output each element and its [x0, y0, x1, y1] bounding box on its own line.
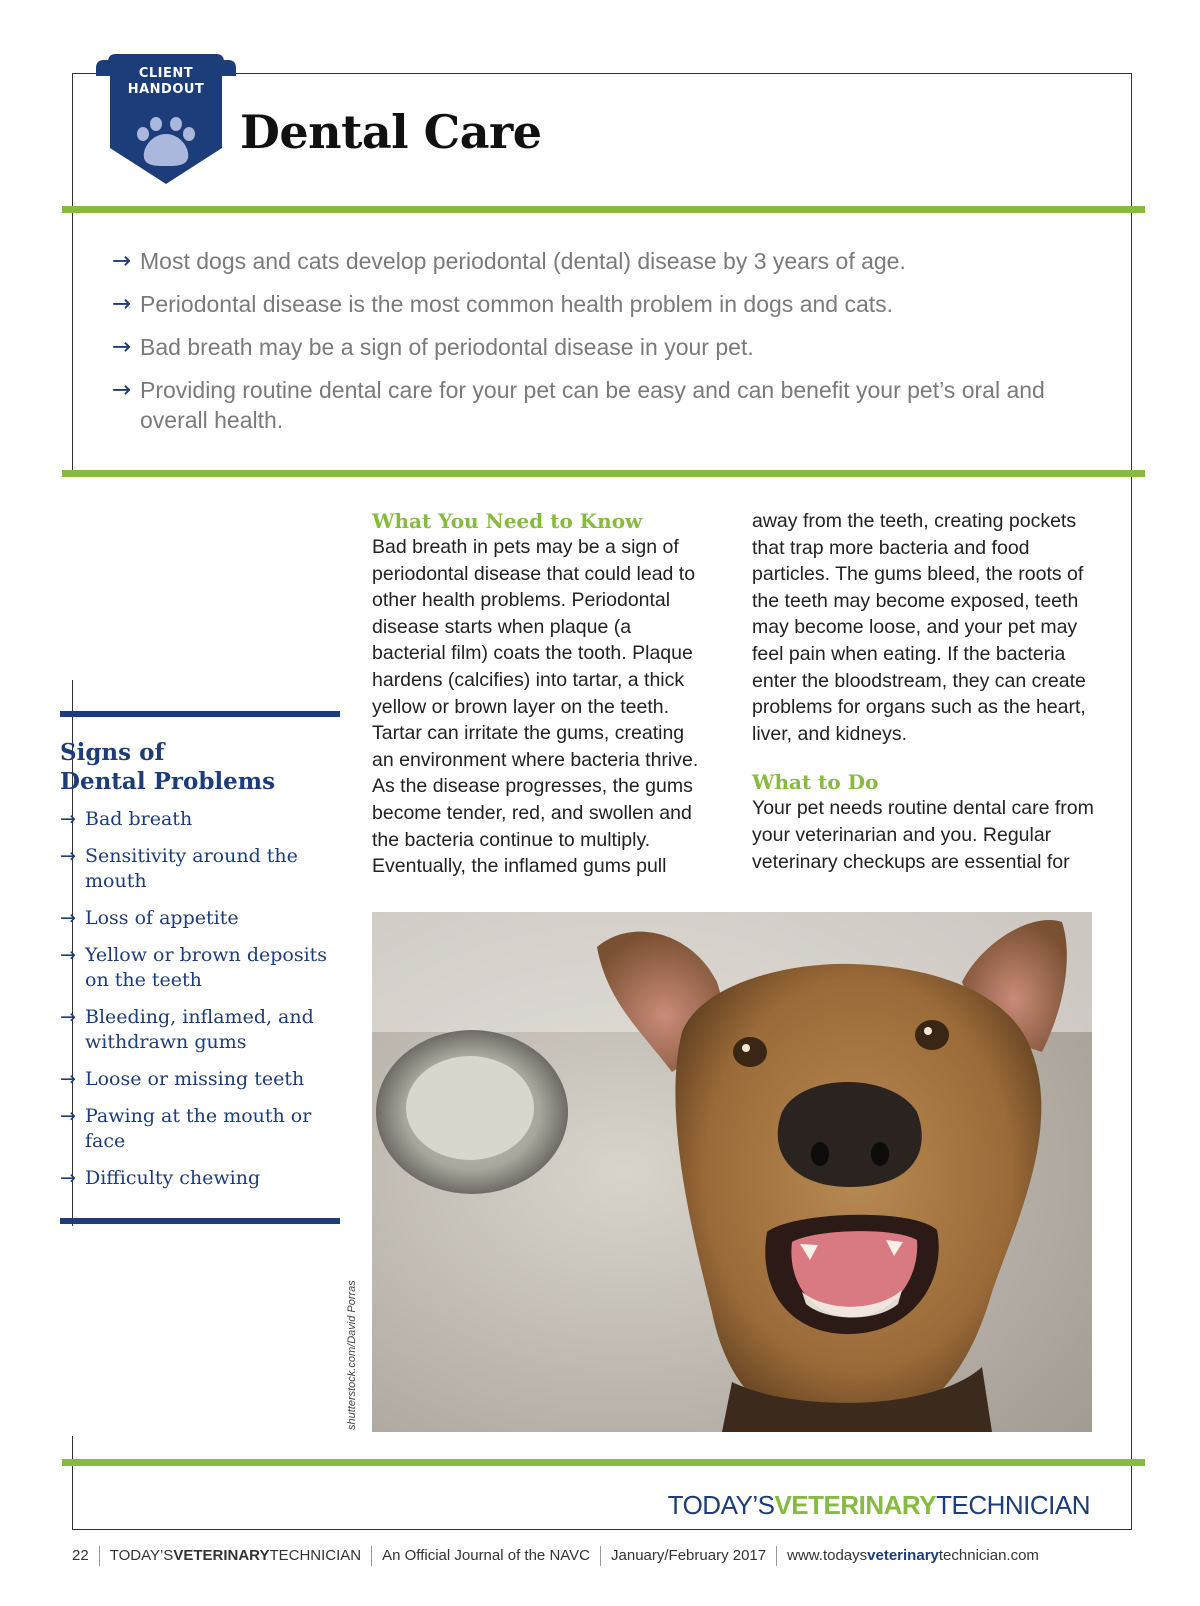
article-column-1 — [372, 508, 708, 880]
sidebar-title — [60, 738, 340, 796]
arrow-right-icon: → — [60, 1167, 76, 1189]
photo-credit: shutterstock.com/David Porras — [346, 1280, 358, 1430]
arrow-right-icon: → — [112, 377, 132, 403]
footer-separator — [99, 1546, 100, 1566]
key-point — [112, 375, 1072, 435]
sign-item-text: Pawing at the mouth or face — [85, 1105, 312, 1152]
sign-item — [60, 1104, 330, 1154]
journal-tagline: An Official Journal of the NAVC — [382, 1546, 591, 1564]
dog-photo — [372, 912, 1092, 1432]
badge-label — [96, 66, 236, 98]
website-link[interactable] — [787, 1547, 1039, 1564]
page-title: Dental Care — [240, 105, 542, 159]
sign-item — [60, 906, 330, 931]
sidebar-rule-top — [60, 711, 340, 717]
sidebar-title-line-2: Dental Problems — [60, 768, 276, 795]
url-part-2: veterinary — [867, 1546, 939, 1564]
green-rule-top — [62, 206, 1145, 213]
section-heading-what-you-need-to-know: What You Need to Know — [372, 509, 643, 533]
green-rule-bottom — [62, 1459, 1145, 1466]
key-point — [112, 289, 1072, 319]
arrow-right-icon: → — [60, 1068, 76, 1090]
key-point-text: Bad breath may be a sign of periodontal disease in your pet. — [140, 334, 754, 360]
sidebar-title-line-1: Signs of — [60, 739, 165, 766]
arrow-right-icon: → — [60, 907, 76, 929]
frame-gap-upper — [70, 470, 76, 680]
journal-name — [110, 1547, 361, 1564]
arrow-right-icon: → — [60, 944, 76, 966]
article-column-2 — [752, 508, 1094, 875]
page-footer — [72, 1546, 1039, 1566]
key-point-text: Providing routine dental care for your pet can be easy and can benefit your pet’s oral and overall health. — [140, 377, 1045, 433]
key-point-text: Most dogs and cats develop periodontal (dental) disease by 3 years of age. — [140, 248, 906, 274]
section-body-continued: away from the teeth, creating pockets that trap more bacteria and food particles. The gums bleed, the roots of the teeth may become exposed, teeth may become loose, and your pet may feel pain when eating. If the bacteria enter the bloodstream, they can create problems for organs such as the heart, liver, and kidneys. — [752, 510, 1086, 745]
section-body: Your pet needs routine dental care from your veterinarian and you. Regular veterinary checkups are essential for — [752, 797, 1094, 873]
water-bowl — [376, 1030, 568, 1194]
signs-list — [60, 807, 330, 1203]
frame-gap-lower — [70, 1226, 76, 1436]
sign-item — [60, 844, 330, 894]
key-point — [112, 246, 1072, 276]
arrow-right-icon: → — [60, 1006, 76, 1028]
sign-item-text: Loss of appetite — [85, 907, 239, 929]
footer-separator — [776, 1546, 777, 1566]
key-points-list — [112, 246, 1072, 448]
sign-item-text: Bleeding, inflamed, and withdrawn gums — [85, 1006, 314, 1053]
key-point-text: Periodontal disease is the most common health problem in dogs and cats. — [140, 291, 894, 317]
sign-item-text: Difficulty chewing — [85, 1167, 261, 1189]
sign-item-text: Bad breath — [85, 808, 193, 830]
brand-part-1: TODAY’S — [667, 1490, 775, 1520]
sign-item — [60, 1005, 330, 1055]
arrow-right-icon: → — [112, 248, 132, 274]
section-heading-what-to-do: What to Do — [752, 770, 879, 795]
journal-name-part-3: TECHNICIAN — [269, 1546, 362, 1564]
sign-item — [60, 1166, 330, 1191]
sign-item-text: Yellow or brown deposits on the teeth — [85, 944, 328, 991]
arrow-right-icon: → — [112, 334, 132, 360]
journal-name-part-1: TODAY’S — [109, 1546, 174, 1564]
sign-item-text: Sensitivity around the mouth — [85, 845, 298, 892]
sidebar-rule-bottom — [60, 1218, 340, 1224]
url-part-1: www.todays — [787, 1546, 868, 1564]
green-rule-middle — [62, 470, 1145, 477]
sign-item — [60, 807, 330, 832]
brand-logo — [668, 1490, 1090, 1521]
page-number: 22 — [72, 1546, 89, 1564]
arrow-right-icon: → — [60, 845, 76, 867]
brand-part-2: VETERINARY — [774, 1490, 937, 1520]
journal-name-part-2: VETERINARY — [173, 1546, 270, 1564]
issue-date: January/February 2017 — [611, 1546, 767, 1564]
badge-line-1: CLIENT — [138, 66, 194, 81]
section-body: Bad breath in pets may be a sign of periodontal disease that could lead to other health problems. Periodontal disease starts when plaque (a bacterial film) coats the tooth. Plaque hardens (calcifies) into tartar, a thick yellow or brown layer on the teeth. Tartar can irritate the gums, creating an environment where bacteria thrive. As the disease progresses, the gums become tender, red, and swollen and the bacteria continue to multiply. Eventually, the inflamed gums pull — [372, 536, 699, 878]
arrow-right-icon: → — [112, 291, 132, 317]
url-part-3: technician.com — [938, 1546, 1039, 1564]
sign-item — [60, 943, 330, 993]
footer-separator — [600, 1546, 601, 1566]
arrow-right-icon: → — [60, 1105, 76, 1127]
brand-part-3: TECHNICIAN — [936, 1490, 1090, 1520]
key-point — [112, 332, 1072, 362]
sign-item — [60, 1067, 330, 1092]
sign-item-text: Loose or missing teeth — [85, 1068, 305, 1090]
badge-line-2: HANDOUT — [127, 82, 205, 97]
footer-separator — [371, 1546, 372, 1566]
arrow-right-icon: → — [60, 808, 76, 830]
